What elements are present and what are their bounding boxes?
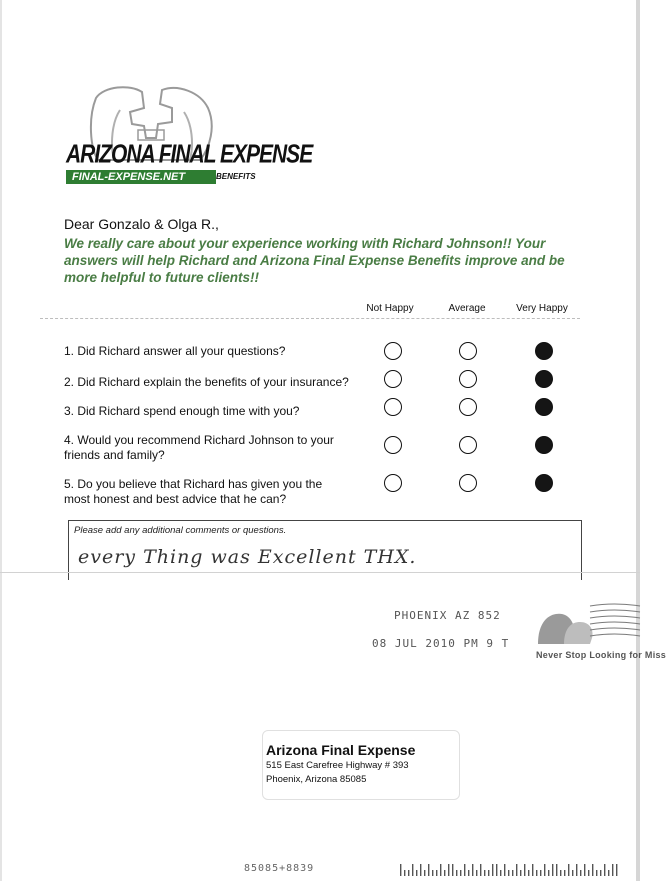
postmark-date: 08 JUL 2010 PM 9 T — [372, 637, 510, 650]
recipient-name: Arizona Final Expense — [266, 742, 416, 758]
letter-greeting: Dear Gonzalo & Olga R., — [64, 216, 219, 232]
survey-question-4: 4. Would you recommend Richard Johnson to your friends and family? — [64, 433, 334, 462]
logo-title: ARIZONA FINAL EXPENSE — [66, 140, 313, 169]
answer-5-very-happy[interactable] — [535, 474, 553, 492]
answer-3-average[interactable] — [459, 398, 477, 416]
survey-question-5: 5. Do you believe that Richard has given you the most honest and best advice that he can? — [64, 477, 323, 506]
answer-3-not-happy[interactable] — [384, 398, 402, 416]
stamp-caption: Never Stop Looking for Miss — [536, 650, 666, 660]
recipient-city: Phoenix, Arizona 85085 — [266, 774, 367, 785]
postmark-city: PHOENIX AZ 852 — [394, 609, 501, 622]
answer-2-not-happy[interactable] — [384, 370, 402, 388]
column-header-very-happy: Very Happy — [516, 303, 568, 314]
envelope-edge — [0, 572, 640, 573]
column-header-not-happy: Not Happy — [366, 303, 414, 314]
survey-question-2: 2. Did Richard explain the benefits of your insurance? — [64, 375, 349, 389]
letter-intro: We really care about your experience working with Richard Johnson!! Your answers will help Richard and Arizona Final Expense Benefits improve and be more helpful to future clients!! — [64, 236, 565, 285]
answer-5-average[interactable] — [459, 474, 477, 492]
recipient-street: 515 East Carefree Highway # 393 — [266, 760, 409, 771]
answer-2-very-happy[interactable] — [535, 370, 553, 388]
company-logo — [60, 78, 313, 198]
answer-4-average[interactable] — [459, 436, 477, 454]
answer-5-not-happy[interactable] — [384, 474, 402, 492]
handwritten-comment: every Thing was Excellent THX. — [78, 546, 417, 568]
answer-4-not-happy[interactable] — [384, 436, 402, 454]
page-edge — [0, 0, 2, 881]
answer-1-not-happy[interactable] — [384, 342, 402, 360]
barcode-number: 85085+8839 — [244, 863, 315, 874]
answer-3-very-happy[interactable] — [535, 398, 553, 416]
answer-2-average[interactable] — [459, 370, 477, 388]
answer-1-very-happy[interactable] — [535, 342, 553, 360]
comments-label: Please add any additional comments or questions. — [74, 525, 287, 536]
answer-4-very-happy[interactable] — [535, 436, 553, 454]
column-header-average: Average — [448, 303, 486, 314]
survey-question-1: 1. Did Richard answer all your questions? — [64, 344, 286, 358]
answer-1-average[interactable] — [459, 342, 477, 360]
survey-question-3: 3. Did Richard spend enough time with you? — [64, 404, 300, 418]
logo-url: FINAL-EXPENSE.NET — [72, 171, 186, 183]
postnet-barcode-icon — [400, 864, 620, 876]
page-edge — [636, 0, 640, 881]
header-divider — [40, 318, 580, 319]
logo-tagline: BENEFITS — [216, 172, 256, 181]
